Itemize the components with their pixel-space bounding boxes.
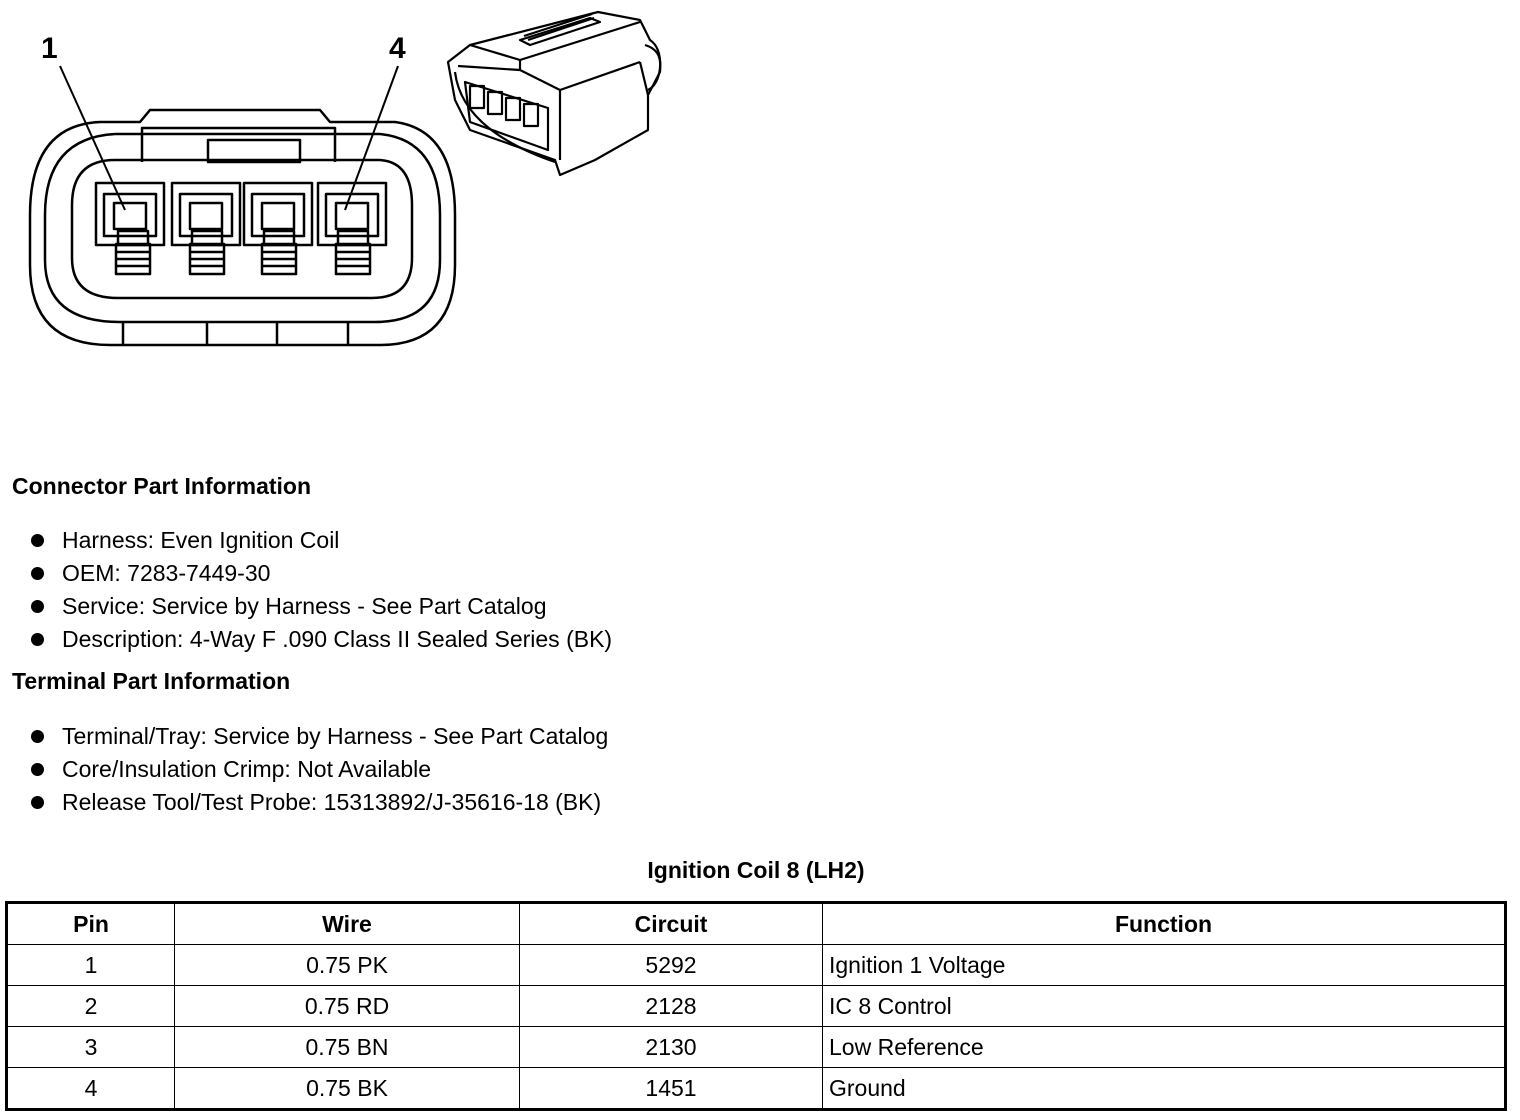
table-row [7, 945, 1506, 986]
pin-4-leader [345, 66, 398, 210]
wire-cell: 0.75 PK [175, 945, 520, 986]
list-item: Release Tool/Test Probe: 15313892/J-35616-18 (BK) [30, 786, 608, 819]
column-header-pin: Pin [7, 903, 175, 945]
bullet-icon [31, 763, 44, 776]
pin-cell: 1 [7, 945, 175, 986]
circuit-cell: 2128 [520, 986, 823, 1027]
list-item: Terminal/Tray: Service by Harness - See Part Catalog [30, 720, 608, 753]
table-row [7, 1027, 1506, 1068]
connector-diagram [0, 0, 700, 440]
bullet-icon [31, 796, 44, 809]
list-item: Harness: Even Ignition Coil [30, 524, 612, 557]
pin-table [5, 901, 1507, 1111]
list-item: Core/Insulation Crimp: Not Available [30, 753, 608, 786]
pin-cell: 3 [7, 1027, 175, 1068]
table-row [7, 986, 1506, 1027]
bullet-icon [31, 600, 44, 613]
column-header-function: Function [823, 903, 1506, 945]
function-cell: Ground [823, 1068, 1506, 1110]
pin-cell: 2 [7, 986, 175, 1027]
wire-cell: 0.75 BN [175, 1027, 520, 1068]
terminal-part-info-list [30, 720, 608, 819]
pin-cell: 4 [7, 1068, 175, 1110]
connector-isometric-view [448, 12, 660, 175]
connector-part-info-list [30, 524, 612, 656]
column-header-circuit: Circuit [520, 903, 823, 945]
connector-part-info-title: Connector Part Information [12, 473, 312, 499]
table-header-row [7, 903, 1506, 945]
terminal-cavity-2 [172, 183, 240, 274]
terminal-cavity-4 [318, 183, 386, 274]
list-item: Service: Service by Harness - See Part Catalog [30, 590, 612, 623]
terminal-cavity-1 [96, 183, 164, 274]
bullet-icon [31, 730, 44, 743]
pin-table-title: Ignition Coil 8 (LH2) [647, 857, 865, 883]
wire-cell: 0.75 BK [175, 1068, 520, 1110]
terminal-part-info-title: Terminal Part Information [12, 668, 291, 694]
circuit-cell: 1451 [520, 1068, 823, 1110]
terminal-cavity-3 [244, 183, 312, 274]
pin-1-leader [60, 66, 125, 210]
bullet-icon [31, 567, 44, 580]
bullet-icon [31, 633, 44, 646]
table-row [7, 1068, 1506, 1110]
wire-cell: 0.75 RD [175, 986, 520, 1027]
pin-4-label: 4 [389, 32, 406, 65]
circuit-cell: 5292 [520, 945, 823, 986]
function-cell: Ignition 1 Voltage [823, 945, 1506, 986]
circuit-cell: 2130 [520, 1027, 823, 1068]
column-header-wire: Wire [175, 903, 520, 945]
pin-1-label: 1 [41, 32, 58, 65]
function-cell: Low Reference [823, 1027, 1506, 1068]
connector-housing-outer [30, 110, 455, 345]
function-cell: IC 8 Control [823, 986, 1506, 1027]
bullet-icon [31, 534, 44, 547]
list-item: Description: 4-Way F .090 Class II Sealed Series (BK) [30, 623, 612, 656]
list-item: OEM: 7283-7449-30 [30, 557, 612, 590]
